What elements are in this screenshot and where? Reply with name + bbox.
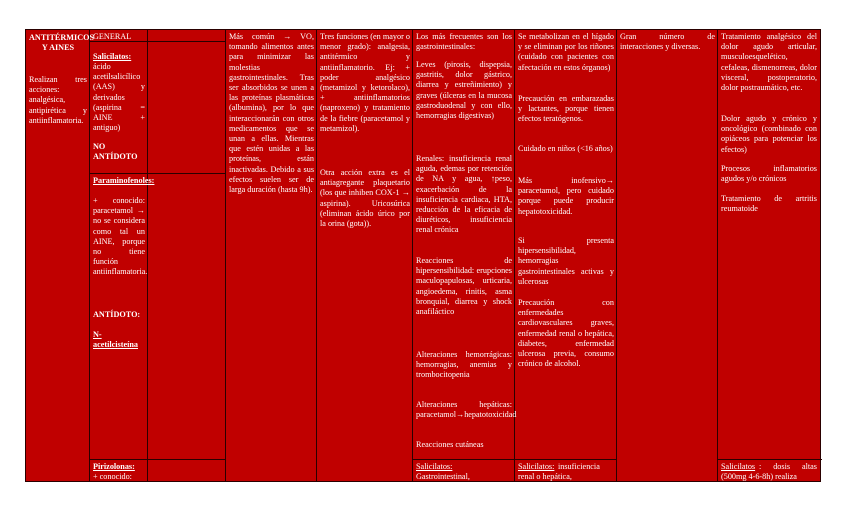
indication-arthritis: Tratamiento de artritis reumatoide (721, 194, 817, 214)
adverse-renal: Renales: insuficiencia renal aguda, edemas por retención de NA y agua, ↑peso, exacerbación de la insuficiencia cardiaca, HTA, reducción de la eficacia de diuréticos, insuficiencia renal crónica (416, 154, 512, 235)
pirizolonas-heading: Pirizolonas: (93, 462, 135, 471)
table-title: ANTITÉRMICOS Y AINES (29, 33, 95, 53)
pirizolonas-description: + conocido: (93, 472, 132, 481)
adverse-cutaneous: Reacciones cutáneas (416, 440, 484, 449)
adverse-hepatic: Alteraciones hepáticas: paracetamol→hepatotoxicidad (416, 400, 517, 420)
column-administration (226, 30, 317, 481)
adverse-salicilatos-text: Gastrointestinal, (416, 472, 470, 481)
precaution-salicilatos-heading: Salicilatos: (518, 462, 555, 471)
administration-text: Más común → VO, tomando alimentos antes para minimizar las molestias gastrointestinales. Tras ser absorbidos se unen a las proteínas plasmáticas (albumina), por lo que interaccionarán con otros medicamentos que se unan a ellas. Mientras que estén unidas a las proteínas, están inactivadas. Debido a sus efectos suelen ser de larga duración (hasta 9h). (229, 32, 314, 195)
drug-class-description: Realizan tres acciones: analgésica, antipirética y antiinflamatoria. (29, 75, 87, 125)
adverse-hemorrhagic: Alteraciones hemorrágicas: hemorragias, anemias y trombocitopenia (416, 350, 512, 380)
column-mechanism (317, 30, 413, 481)
precaution-diseases: Precaución con enfermedades cardiovasculares graves, enfermedad renal o hepática, diabetes, enfermedad ulcerosa previa, consumo crónico de alcohol. (518, 298, 614, 369)
column-precautions (515, 30, 617, 481)
adverse-salicilatos-heading: Salicilatos: (416, 462, 453, 471)
column-indications (718, 30, 822, 481)
column-groups (90, 30, 155, 481)
indication-pain: Tratamiento analgésico del dolor agudo articular, musculoesquelético, cefaleas, dismenorreas, dolor visceral, postoperatorio, dolor postraumático, etc. (721, 32, 817, 93)
interactions-text: Gran número de interacciones y diversas. (620, 32, 715, 52)
general-label: GENERAL (93, 32, 132, 41)
adverse-intro: Los más frecuentes son los gastrointestinales: (416, 32, 512, 52)
precaution-pregnancy: Precaución en embarazadas y lactantes, porque tienen efectos teratógenos. (518, 94, 614, 124)
antidote-value: N-acetilcisteína (93, 330, 139, 350)
precaution-children: Cuidado en niños (<16 años) (518, 144, 613, 153)
indication-salicilatos-text: : dosis altas (500mg 4-6-8h) realiza (721, 462, 817, 482)
antidote-label: ANTÍDOTO: (93, 310, 141, 319)
precaution-hypersensitivity: Si presenta hipersensibilidad, hemorragias gastrointestinales activas y ulcerosas (518, 236, 614, 286)
mechanism-functions: Tres funciones (en mayor o menor grado): analgesia, antitérmico y antiinflamatorio. Ej: + poder analgésico (metamizol y ketorolaco), + antiinflamatorios (naproxeno) y tratamiento de la fiebre (paracetamol y metamizol). (320, 32, 410, 133)
salicilatos-heading: Salicilatos: (93, 52, 132, 61)
precaution-metabolism: Se metabolizan en el hígado y se eliminan por los riñones (cuidado con pacientes con afectación en estos órganos) (518, 32, 614, 72)
indication-inflammatory: Procesos inflamatorios agudos y/o crónicos (721, 164, 817, 184)
adverse-hypersensitivity: Reacciones de hipersensibilidad: erupciones maculopapulosas, urticaria, angioedema, rinitis, asma bronquial, diarrea y shock anafiláctico (416, 256, 512, 317)
column-adverse-effects (413, 30, 515, 481)
adverse-gastro: Leves (pirosis, dispepsia, gastritis, dolor gástrico, diarrea y estreñimiento) y graves (úlceras en la mucosa gastroduodenal y con ello, hemorragias digestivas) (416, 60, 512, 121)
precaution-salicilatos-text: insuficiencia renal o hepática, (518, 462, 600, 482)
column-interactions (617, 30, 718, 481)
column-empty (148, 30, 226, 481)
column-drug-class (26, 30, 95, 481)
indication-salicilatos-heading: Salicilatos (721, 462, 756, 471)
indication-oncologic: Dolor agudo y crónico y oncológico (combinado con opiáceos para potenciar los efectos) (721, 114, 817, 154)
precaution-paracetamol: Más inofensivo→ paracetamol, pero cuidado porque puede producir hepatotoxicidad. (518, 176, 614, 216)
drug-table (25, 29, 821, 482)
no-antidote-label: NO ANTÍDOTO (93, 142, 138, 162)
salicilatos-description: ácido acetilsalicílico (AAS) y derivados (aspirina = AINE + antiguo) (93, 62, 145, 133)
paraminofenoles-description: + conocido: paracetamol → no se considera como tal un AINE, porque no tiene función antiinflamatoria. (93, 196, 148, 277)
paraminofenoles-heading: Paraminofenoles: (93, 176, 155, 185)
mechanism-extra: Otra acción extra es el antiagregante plaquetario (los que inhiben COX-1 → aspirina). Uricosúrica (eliminan ácido úrico por la orina (gota)). (320, 168, 410, 229)
